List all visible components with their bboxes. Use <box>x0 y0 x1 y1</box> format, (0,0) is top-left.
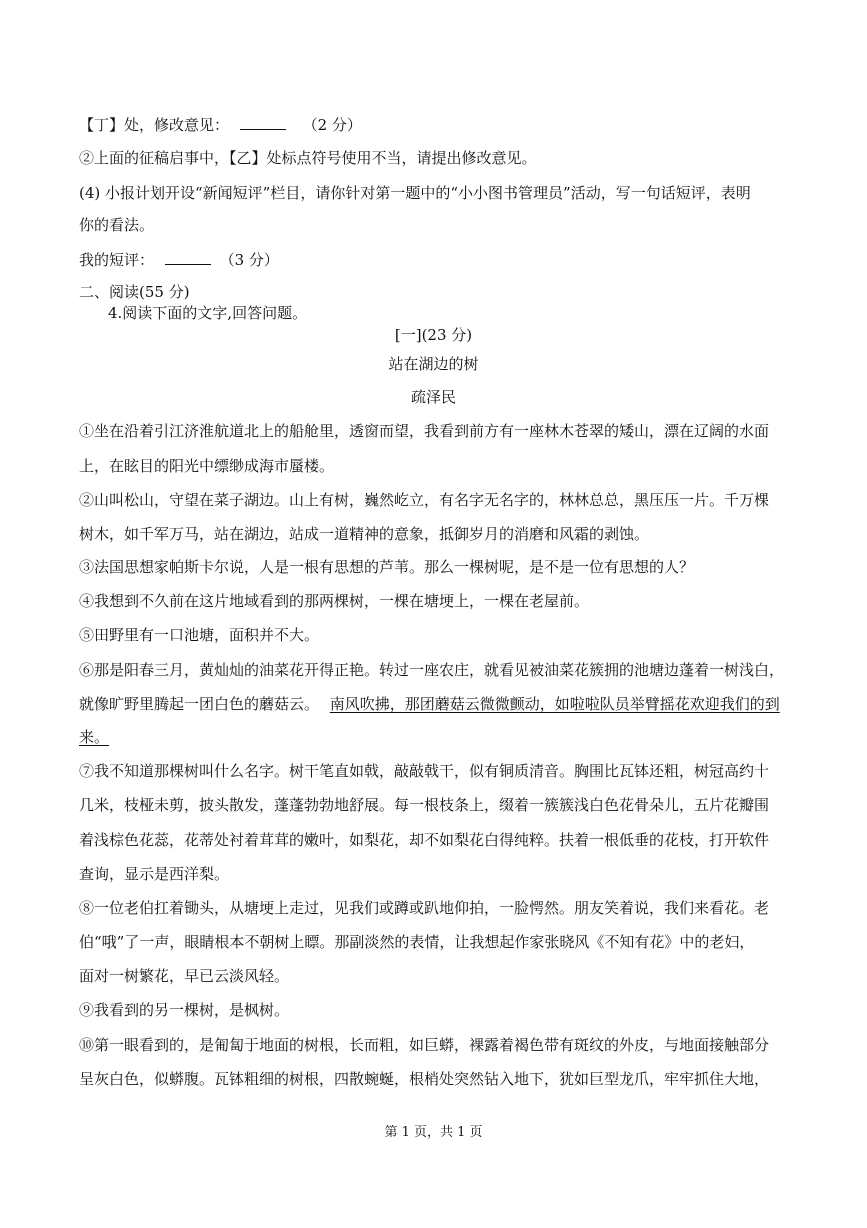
paragraph-7-line-1: ⑦我不知道那棵树叫什么名字。树干笔直如戟，敲敲戟干，似有铜质清音。胸围比瓦钵还粗，树冠高约十 <box>79 762 770 780</box>
paragraph-4: ④我想到不久前在这片地域看到的那两棵树，一棵在塘埂上，一棵在老屋前。 <box>79 592 590 610</box>
paragraph-8-line-2: 伯“哦”了一声，眼睛根本不朝树上瞟。那副淡然的表情，让我想起作家张晓风《不知有花》中的老妇， <box>79 933 755 951</box>
paragraph-6-plain: 就像旷野里腾起一团白色的蘑菇云。 <box>79 695 320 713</box>
part-heading: [一](23 分) <box>394 326 473 344</box>
comment-blank <box>165 250 211 265</box>
comment-prefix: 我的短评： <box>79 251 155 269</box>
answer-blank <box>240 115 286 130</box>
ding-line <box>79 114 791 136</box>
comment-score: （3 分） <box>219 251 279 269</box>
paragraph-7-line-4: 查询，显示是西洋梨。 <box>79 865 230 883</box>
underlined-sentence: 南风吹拂，那团蘑菇云微微颤动，如啦啦队员举臂摇花欢迎我们的到 <box>329 695 780 713</box>
paragraph-7-line-2: 几米，枝桠未剪，披头散发，蓬蓬勃勃地舒展。每一根枝条上，缀着一簇簇浅白色花骨朵儿，五片花瓣围 <box>79 796 770 814</box>
ding-score: （2 分） <box>302 116 362 134</box>
question-4-line-2: 你的看法。 <box>79 216 155 234</box>
paragraph-9: ⑨我看到的另一棵树，是枫树。 <box>79 1001 290 1019</box>
comment-line <box>79 249 791 271</box>
paragraph-6-line-2 <box>79 693 791 715</box>
essay-title: 站在湖边的树 <box>388 355 479 373</box>
paragraph-5: ⑤田野里有一口池塘，面积并不大。 <box>79 626 320 644</box>
paragraph-10-line-1: ⑩第一眼看到的，是匍匐于地面的树根，长而粗，如巨蟒，裸露着褐色带有斑纹的外皮，与地面接触部分 <box>79 1036 770 1054</box>
paragraph-3: ③法国思想家帕斯卡尔说，人是一根有思想的芦苇。那么一棵树呢，是不是一位有思想的人？ <box>79 558 695 576</box>
paragraph-7-line-3: 着浅棕色花蕊，花蒂处衬着茸茸的嫩叶，如梨花，却不如梨花白得纯粹。扶着一根低垂的花枝，打开软件 <box>79 831 770 849</box>
paragraph-8-line-1: ⑧一位老伯扛着锄头，从塘埂上走过，见我们或蹲或趴地仰拍，一脸愕然。朋友笑着说，我们来看花。老 <box>79 899 770 917</box>
question-2: ②上面的征稿启事中，【乙】处标点符号使用不当，请提出修改意见。 <box>79 149 537 167</box>
page-footer: 第 1 页，共 1 页 <box>384 1125 483 1140</box>
paragraph-1-line-2: 上，在眩目的阳光中缥缈成海市蜃楼。 <box>79 457 335 475</box>
ding-prefix: 【丁】处，修改意见： <box>79 116 230 134</box>
paragraph-2-line-1: ②山叫松山，守望在菜子湖边。山上有树，巍然屹立，有名字无名字的，林林总总，黑压压一片。千万棵 <box>79 491 770 509</box>
question-4-line-1: (4) 小报计划开设“新闻短评”栏目，请你针对第一题中的“小小图书管理员”活动，写一句话短评，表明 <box>79 184 751 202</box>
paragraph-6-line-3 <box>79 726 791 748</box>
essay-author: 疏泽民 <box>410 388 456 406</box>
paragraph-10-line-2: 呈灰白色，似蟒腹。瓦钵粗细的树根，四散蜿蜒，根梢处突然钻入地下，犹如巨型龙爪，牢牢抓住大地， <box>79 1070 770 1088</box>
underlined-sentence-end: 来。 <box>79 728 110 746</box>
paragraph-1-line-1: ①坐在沿着引江济淮航道北上的船舱里，透窗而望，我看到前方有一座林木苍翠的矮山，漂在辽阔的水面 <box>79 422 770 440</box>
paragraph-2-line-2: 树木，如千军万马，站在湖边，站成一道精神的意象，抵御岁月的消磨和风霜的剥蚀。 <box>79 525 650 543</box>
reading-instruction: 4.阅读下面的文字,回答问题。 <box>108 304 308 322</box>
paragraph-6-line-1: ⑥那是阳春三月，黄灿灿的油菜花开得正艳。转过一座农庄，就看见被油菜花簇拥的池塘边蓬着一树浅白， <box>79 661 785 679</box>
section-title: 二、阅读(55 分) <box>79 283 190 301</box>
paragraph-8-line-3: 面对一树繁花，早已云淡风轻。 <box>79 967 290 985</box>
